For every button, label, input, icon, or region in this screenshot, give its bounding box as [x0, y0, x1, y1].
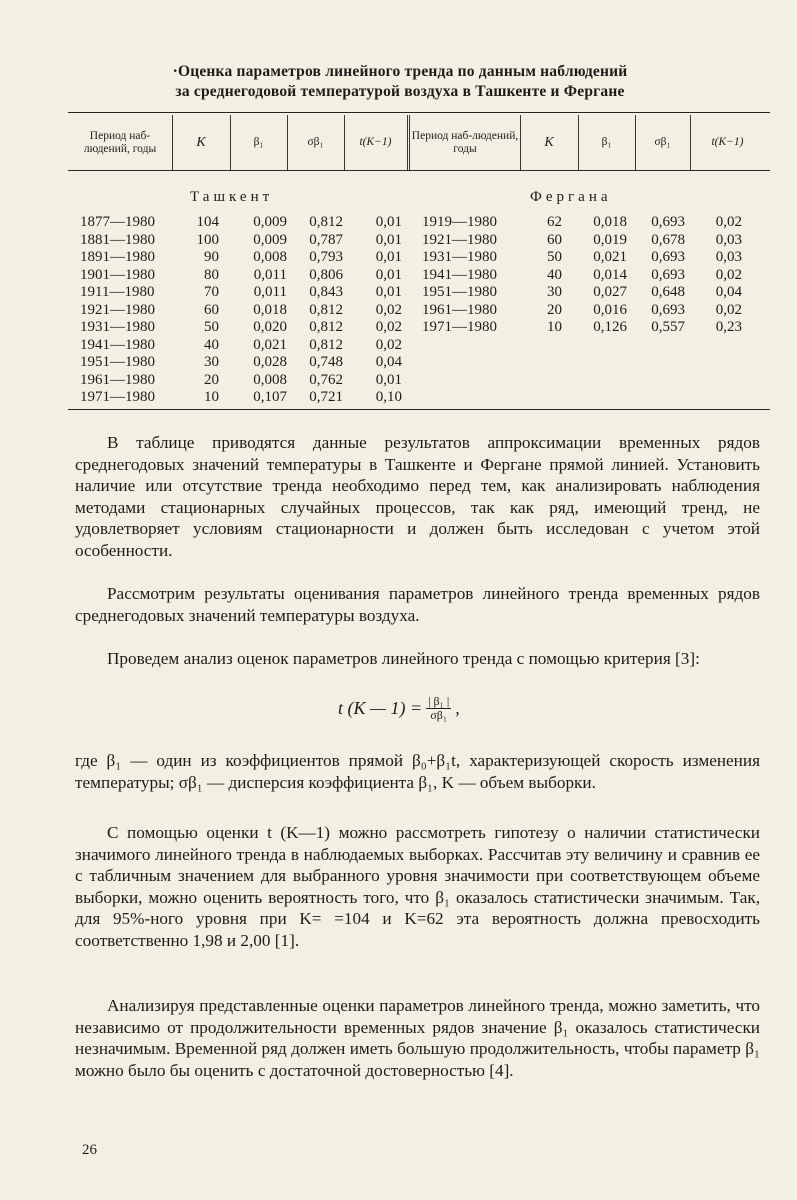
tashkent-cell: 0,01	[375, 266, 402, 283]
tashkent-cell: 0,008	[253, 371, 287, 388]
fergana-cell: 0,03	[715, 231, 742, 248]
tashkent-cell: 0,021	[253, 336, 287, 353]
fergana-cell: 0,014	[593, 266, 627, 283]
section-tashkent: Ташкент	[190, 189, 274, 205]
header-t: t(K−1)	[359, 136, 392, 148]
table-top-rule	[68, 112, 770, 113]
header-sigma: σβ₁	[654, 136, 671, 148]
tashkent-cell: 10	[204, 389, 219, 405]
fergana-cell: 1921—1980	[422, 231, 497, 248]
tashkent-cell: 1921—1980	[80, 301, 155, 318]
tashkent-cell: 100	[196, 231, 219, 248]
fergana-cell: 0,693	[651, 214, 685, 230]
table-bottom-rule	[68, 409, 770, 410]
tashkent-cell: 1901—1980	[80, 266, 155, 283]
tashkent-cell: 80	[204, 266, 219, 283]
tashkent-cell: 0,028	[253, 354, 287, 370]
table-caption	[95, 62, 705, 102]
fergana-cell: 0,557	[651, 319, 685, 335]
header-period: Период наб-людений, годы	[411, 129, 519, 155]
tashkent-cell: 0,01	[375, 249, 402, 265]
tashkent-cell: 0,01	[375, 284, 402, 300]
tashkent-cell: 90	[204, 249, 219, 265]
formula-denominator: σβ₁	[430, 708, 448, 722]
fergana-cell: 0,23	[715, 319, 742, 335]
formula-fraction	[426, 695, 451, 722]
fergana-cell: 50	[547, 249, 562, 265]
tashkent-cell: 0,10	[375, 389, 402, 405]
fergana-cell: 30	[547, 284, 562, 300]
tashkent-cell: 0,02	[375, 319, 402, 335]
paragraph-6: Анализируя представленные оценки параметров линейного тренда, можно заметить, что независимо от продолжительности временных рядов значение β₁ оказалось статистически незначимым. Временной ряд должен иметь большую продолжительность, чтобы параметр β₁ можно было бы оценить с достаточной достоверностью [4].	[75, 996, 760, 1080]
fergana-cell: 0,693	[651, 266, 685, 283]
fergana-cell: 60	[547, 231, 562, 248]
section-fergana: Фергана	[530, 189, 612, 205]
fergana-cell: 1951—1980	[422, 284, 497, 300]
fergana-cell: 0,021	[593, 249, 627, 265]
tashkent-cell: 1911—1980	[80, 284, 155, 300]
header-beta: β₁	[253, 136, 264, 148]
tashkent-cell: 0,04	[375, 354, 402, 370]
tashkent-cell: 50	[204, 319, 219, 335]
tashkent-cell: 0,008	[253, 249, 287, 265]
tashkent-cell: 1941—1980	[80, 336, 155, 353]
page-number: 26	[82, 1142, 97, 1158]
tashkent-cell: 0,020	[253, 319, 287, 335]
formula	[338, 695, 460, 722]
tashkent-cell: 40	[204, 336, 219, 353]
fergana-cell: 0,03	[715, 249, 742, 265]
tashkent-cell: 0,762	[309, 371, 343, 388]
fergana-cell: 40	[547, 266, 562, 283]
tashkent-cell: 0,01	[375, 231, 402, 248]
fergana-cell: 1919—1980	[422, 214, 497, 230]
fergana-cell: 20	[547, 301, 562, 318]
header-period: Период наб-людений, годы	[83, 129, 157, 155]
tashkent-cell: 1881—1980	[80, 231, 155, 248]
tashkent-cell: 0,812	[309, 214, 343, 230]
paragraph-1: В таблице приводятся данные результатов аппроксимации временных рядов среднегодовых значений температуры в Ташкенте и Фергане прямой линией. Установить наличие или отсутствие тренда необходимо перед тем, как анализировать наблюдения методами стационарных случайных процессов, так как ряд, имеющий тренд, не удовлетворяет условиям стационарности и должен быть исследован с учетом этой особенности.	[75, 433, 760, 560]
paragraph-5: С помощью оценки t (K—1) можно рассмотреть гипотезу о наличии статистически значимого линейного тренда в наблюдаемых выборках. Рассчитав эту величину и сравнив ее с табличным значением для выбранного уровня значимости при соответствующем объеме выборки, можно оценить вероятность того, что β₁ оказалось статистически значимым. Так, для 95%-ного уровня при K= =104 и K=62 эта вероятность должна превосходить соответственно 1,98 и 2,00 [1].	[75, 823, 760, 950]
header-sigma: σβ₁	[307, 136, 324, 148]
fergana-cell: 0,019	[593, 231, 627, 248]
fergana-cell: 0,04	[715, 284, 742, 300]
fergana-cell: 1971—1980	[422, 319, 497, 335]
tashkent-cell: 1877—1980	[80, 214, 155, 230]
tashkent-cell: 60	[204, 301, 219, 318]
tashkent-cell: 0,812	[309, 301, 343, 318]
tashkent-cell: 0,748	[309, 354, 343, 370]
fergana-cell: 0,678	[651, 231, 685, 248]
tashkent-cell: 0,01	[375, 371, 402, 388]
fergana-cell: 0,018	[593, 214, 627, 230]
tashkent-cell: 20	[204, 371, 219, 388]
caption-line-2: за среднегодовой температурой воздуха в Ташкенте и Фергане	[175, 83, 625, 100]
fergana-cell: 0,02	[715, 214, 742, 230]
tashkent-cell: 0,843	[309, 284, 343, 300]
tashkent-cell: 0,018	[253, 301, 287, 318]
tashkent-cell: 0,793	[309, 249, 343, 265]
header-t: t(K−1)	[711, 136, 744, 148]
tashkent-cell: 0,02	[375, 301, 402, 318]
fergana-cell: 0,02	[715, 301, 742, 318]
tashkent-cell: 0,02	[375, 336, 402, 353]
tashkent-cell: 0,011	[253, 266, 287, 283]
tashkent-cell: 1931—1980	[80, 319, 155, 335]
paragraph-2: Рассмотрим результаты оценивания параметров линейного тренда временных рядов среднегодовых значений температуры воздуха.	[75, 584, 760, 625]
tashkent-cell: 0,009	[253, 214, 287, 230]
fergana-cell: 1961—1980	[422, 301, 497, 318]
tashkent-cell: 0,787	[309, 231, 343, 248]
tashkent-cell: 70	[204, 284, 219, 300]
tashkent-cell: 30	[204, 354, 219, 370]
fergana-cell: 1941—1980	[422, 266, 497, 283]
fergana-cell: 10	[547, 319, 562, 335]
formula-lhs: t (K — 1) =	[338, 698, 423, 718]
header-k: K	[544, 135, 554, 150]
tashkent-cell: 0,721	[309, 389, 343, 405]
fergana-cell: 0,02	[715, 266, 742, 283]
tashkent-cell: 0,107	[253, 389, 287, 405]
tashkent-cell: 0,812	[309, 336, 343, 353]
tashkent-cell: 1961—1980	[80, 371, 155, 388]
fergana-cell: 0,126	[593, 319, 627, 335]
header-beta: β₁	[601, 136, 612, 148]
paragraph-4: где β₁ — один из коэффициентов прямой β₀+β₁t, характеризующей скорость изменения температуры; σβ₁ — дисперсия коэффициента β₁, K — объем выборки.	[75, 751, 760, 792]
tashkent-cell: 0,01	[375, 214, 402, 230]
fergana-cell: 0,027	[593, 284, 627, 300]
header-k: K	[196, 135, 206, 150]
tashkent-cell: 0,806	[309, 266, 343, 283]
fergana-cell: 0,693	[651, 301, 685, 318]
caption-line-1: ·Оценка параметров линейного тренда по данным наблюдений	[172, 63, 628, 80]
fergana-cell: 0,648	[651, 284, 685, 300]
formula-numerator: | β₁ |	[428, 694, 450, 708]
fergana-cell: 0,016	[593, 301, 627, 318]
paragraph-3: Проведем анализ оценок параметров линейного тренда с помощью критерия [3]:	[107, 649, 700, 668]
tashkent-cell: 0,011	[253, 284, 287, 300]
tashkent-cell: 0,812	[309, 319, 343, 335]
table-header-rule	[68, 170, 770, 171]
formula-end: ,	[455, 698, 460, 718]
fergana-cell: 62	[547, 214, 562, 230]
fergana-cell: 0,693	[651, 249, 685, 265]
fergana-cell: 1931—1980	[422, 249, 497, 265]
tashkent-cell: 104	[196, 214, 219, 230]
tashkent-cell: 1891—1980	[80, 249, 155, 265]
tashkent-cell: 1971—1980	[80, 389, 155, 405]
tashkent-cell: 1951—1980	[80, 354, 155, 370]
tashkent-cell: 0,009	[253, 231, 287, 248]
